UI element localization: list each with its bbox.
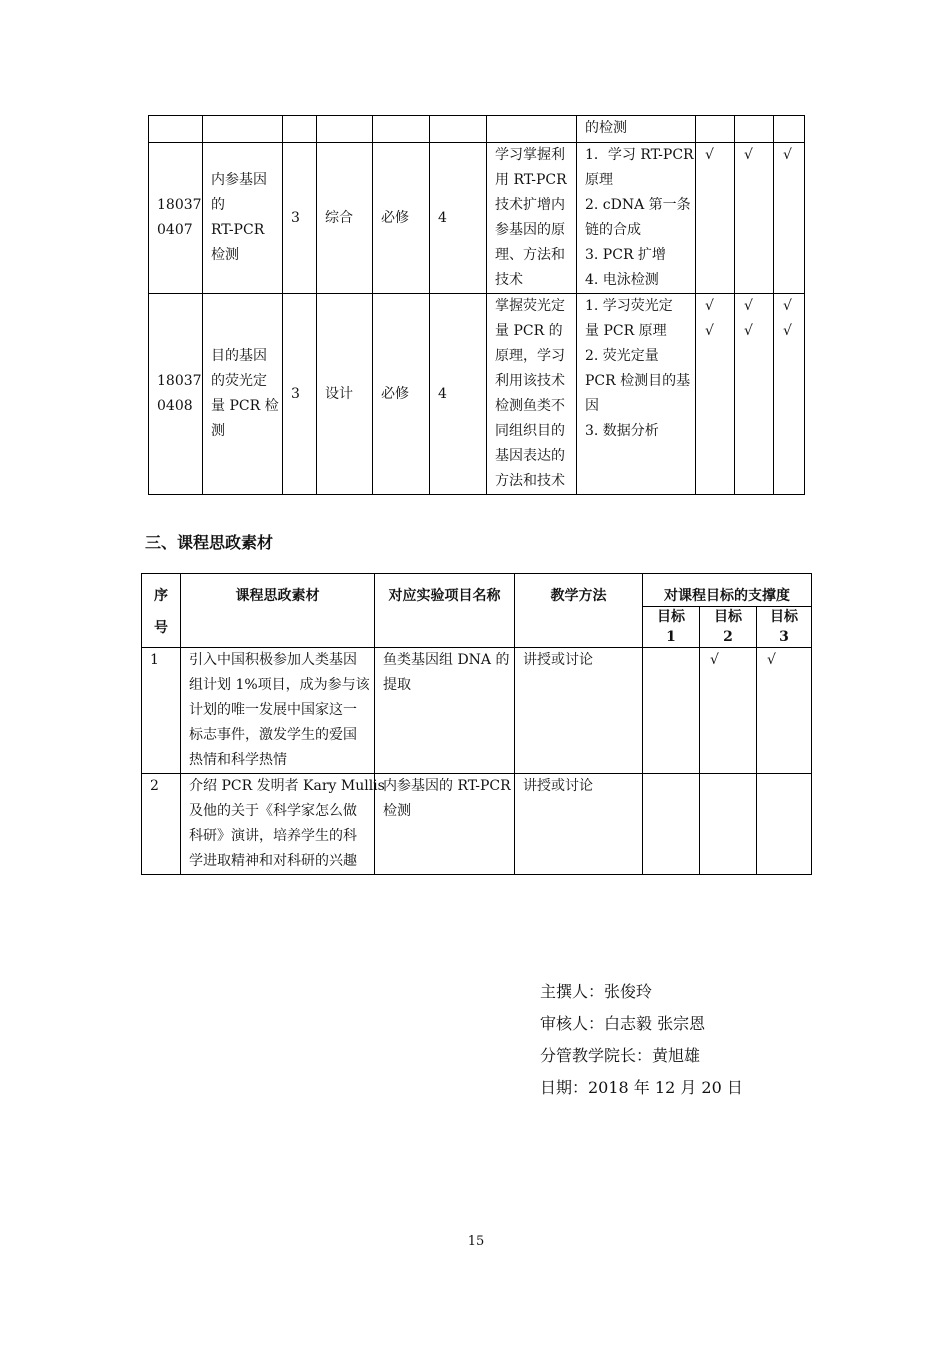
project-cell: 内参基因的 RT-PCR 检测 xyxy=(375,774,515,875)
seq-header: 序 号 xyxy=(142,574,181,648)
checkmark: √ xyxy=(767,652,776,668)
date-line: 日期：2018 年 12 月 20 日 xyxy=(540,1078,743,1097)
checkmark: √ xyxy=(744,298,753,314)
page-number: 15 xyxy=(467,1234,485,1249)
signature-block xyxy=(540,976,743,1104)
goal-check-cell xyxy=(735,143,774,294)
project-cell: 鱼类基因组 DNA 的 提取 xyxy=(375,648,515,774)
table-header-row xyxy=(142,574,812,607)
content-cell: 的检测 xyxy=(577,116,696,143)
goal-check-cell xyxy=(735,294,774,495)
goal-check-cell xyxy=(696,294,735,495)
table-row xyxy=(142,648,812,774)
project-code-cell: 18037 0408 xyxy=(149,294,203,495)
support-header: 对课程目标的支撑度 xyxy=(643,574,812,607)
material-cell: 介绍 PCR 发明者 Kary Mullis 及他的关于《科学家怎么做 科研》演讲，培养学生的科 学进取精神和对科研的兴趣 xyxy=(181,774,375,875)
reviewer-line: 审核人：白志毅 张宗恩 xyxy=(540,1014,706,1033)
checkmark: √ xyxy=(783,298,792,314)
checkmark: √ xyxy=(705,298,714,314)
material-header: 课程思政素材 xyxy=(181,574,375,648)
requirement-cell: 必修 xyxy=(373,143,430,294)
goal-check-cell xyxy=(643,774,700,875)
checkmark: √ xyxy=(705,147,714,163)
checkmark: √ xyxy=(710,652,719,668)
method-cell: 讲授或讨论 xyxy=(515,648,643,774)
experiment-project-table xyxy=(148,115,805,495)
table-row xyxy=(149,294,805,495)
seq-cell: 2 xyxy=(142,774,181,875)
ideological-material-table xyxy=(141,573,812,875)
hours-cell: 3 xyxy=(283,294,317,495)
checkmark: √ xyxy=(705,323,714,339)
group-size-cell: 4 xyxy=(430,294,487,495)
method-header: 教学方法 xyxy=(515,574,643,648)
material-cell: 引入中国积极参加人类基因 组计划 1%项目，成为参与该 计划的唯一发展中国家这一 标志事件，激发学生的爱国 热情和科学热情 xyxy=(181,648,375,774)
checkmark: √ xyxy=(783,323,792,339)
table-row xyxy=(149,143,805,294)
dean-line: 分管教学院长：黄旭雄 xyxy=(540,1046,701,1065)
type-cell: 设计 xyxy=(317,294,373,495)
author-line: 主撰人：张俊玲 xyxy=(540,982,653,1001)
section-title: 三、课程思政素材 xyxy=(145,533,274,552)
table-row xyxy=(149,116,805,143)
seq-cell: 1 xyxy=(142,648,181,774)
goal-check-cell xyxy=(774,294,805,495)
project-name-cell: 目的基因 的荧光定 量 PCR 检 测 xyxy=(203,294,283,495)
method-cell: 讲授或讨论 xyxy=(515,774,643,875)
goal-check-cell xyxy=(700,648,757,774)
goal-check-cell xyxy=(700,774,757,875)
project-header: 对应实验项目名称 xyxy=(375,574,515,648)
goal-check-cell xyxy=(696,143,735,294)
project-name-cell: 内参基因 的 RT-PCR 检测 xyxy=(203,143,283,294)
objective-cell: 掌握荧光定 量 PCR 的 原理，学习 利用该技术 检测鱼类不 同组织目的 基因表达的 方法和技术 xyxy=(487,294,577,495)
type-cell: 综合 xyxy=(317,143,373,294)
goal-1-header: 目标 1 xyxy=(643,607,700,648)
content-cell: 1. 学习荧光定 量 PCR 原理 2. 荧光定量 PCR 检测目的基 因 3. 数据分析 xyxy=(577,294,696,495)
goal-3-header: 目标 3 xyxy=(757,607,812,648)
group-size-cell: 4 xyxy=(430,143,487,294)
objective-cell: 学习掌握利 用 RT-PCR 技术扩增内 参基因的原 理、方法和 技术 xyxy=(487,143,577,294)
project-code-cell: 18037 0407 xyxy=(149,143,203,294)
checkmark: √ xyxy=(783,147,792,163)
goal-check-cell xyxy=(757,648,812,774)
requirement-cell: 必修 xyxy=(373,294,430,495)
goal-2-header: 目标 2 xyxy=(700,607,757,648)
table-row xyxy=(142,774,812,875)
content-cell: 1．学习 RT-PCR 原理 2. cDNA 第一条 链的合成 3. PCR 扩增 4. 电泳检测 xyxy=(577,143,696,294)
checkmark: √ xyxy=(744,147,753,163)
goal-check-cell xyxy=(757,774,812,875)
hours-cell: 3 xyxy=(283,143,317,294)
goal-check-cell xyxy=(643,648,700,774)
goal-check-cell xyxy=(774,143,805,294)
checkmark: √ xyxy=(744,323,753,339)
